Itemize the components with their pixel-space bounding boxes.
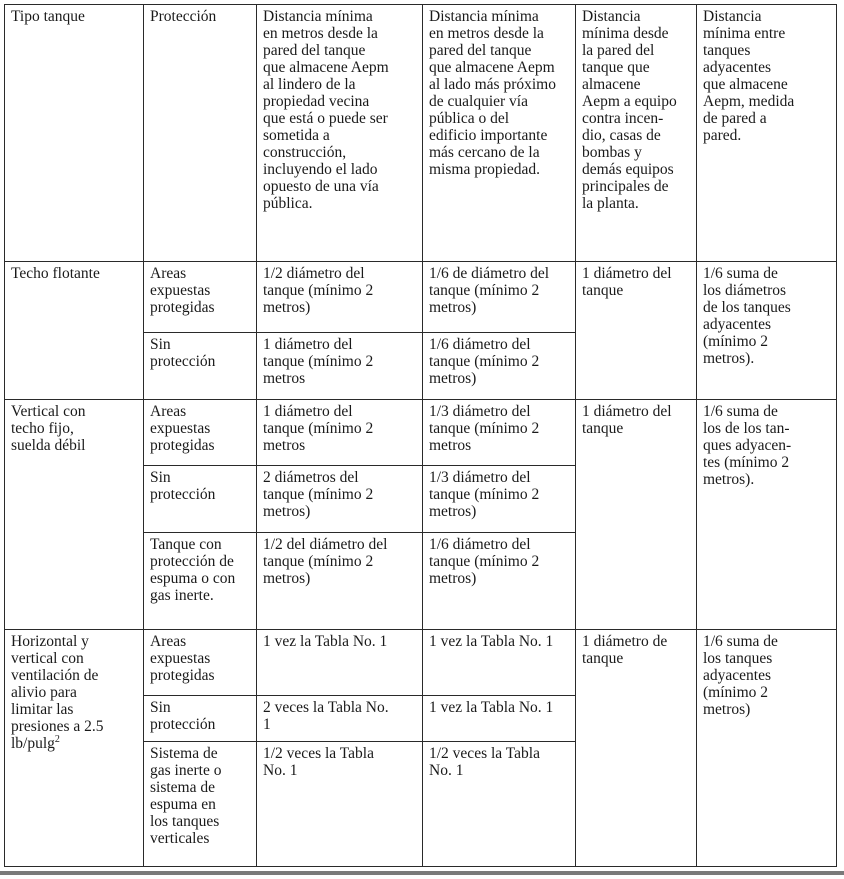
distance-lindero-cell: 1 diámetro del tanque (mínimo 2 metros — [257, 333, 423, 400]
distance-via-cell: 1/3 diámetro del tanque (mínimo 2 metros — [423, 400, 576, 466]
distance-lindero-cell: 2 veces la Tabla No. 1 — [257, 696, 423, 742]
distance-via-cell: 1/6 diámetro del tanque (mínimo 2 metros) — [423, 333, 576, 400]
distance-via-cell: 1/6 de diámetro del tanque (mínimo 2 metros) — [423, 262, 576, 333]
protection-cell: Areas expuestas protegidas — [144, 400, 257, 466]
distance-lindero-cell: 1/2 del diámetro del tanque (mínimo 2 metros) — [257, 533, 423, 630]
tank-type-superscript: 2 — [54, 733, 60, 745]
table-row — [5, 262, 837, 333]
header-distance-equipo: Distancia mínima desde la pared del tanque que almacene Aepm a equipo contra incen- dio, casas de bombas y demás equipos principales de la planta. — [576, 5, 697, 262]
table-row — [5, 630, 837, 696]
tank-type-text: Horizontal y vertical con ventilación de alivio para limitar las presiones a 2.5 lb/pulg — [11, 633, 104, 752]
distance-adyacentes-cell: 1/6 suma de los tanques adyacentes (mínimo 2 metros) — [697, 630, 837, 867]
header-tipo-tanque: Tipo tanque — [5, 5, 144, 262]
tank-type-cell — [5, 630, 144, 867]
distance-adyacentes-cell: 1/6 suma de los de los tan- ques adyacen- tes (mínimo 2 metros). — [697, 400, 837, 630]
distance-equipo-cell: 1 diámetro de tanque — [576, 630, 697, 867]
distance-lindero-cell: 1 vez la Tabla No. 1 — [257, 630, 423, 696]
table-row — [5, 400, 837, 466]
protection-cell: Sin protección — [144, 333, 257, 400]
protection-cell: Sistema de gas inerte o sistema de espuma en los tanques verticales — [144, 742, 257, 867]
header-distance-lindero: Distancia mínima en metros desde la pared del tanque que almacene Aepm al lindero de la propiedad vecina que está o puede ser sometida a construcción, incluyendo el lado opuesto de una vía pública. — [257, 5, 423, 262]
protection-cell: Sin protección — [144, 466, 257, 533]
protection-cell: Tanque con protección de espuma o con gas inerte. — [144, 533, 257, 630]
distance-lindero-cell: 1 diámetro del tanque (mínimo 2 metros — [257, 400, 423, 466]
distance-via-cell: 1/6 diámetro del tanque (mínimo 2 metros) — [423, 533, 576, 630]
protection-cell: Sin protección — [144, 696, 257, 742]
tank-type-cell: Techo flotante — [5, 262, 144, 400]
distance-via-cell: 1/3 diámetro del tanque (mínimo 2 metros) — [423, 466, 576, 533]
tank-type-cell: Vertical con techo fijo, suelda débil — [5, 400, 144, 630]
distance-via-cell: 1 vez la Tabla No. 1 — [423, 630, 576, 696]
distance-via-cell: 1 vez la Tabla No. 1 — [423, 696, 576, 742]
distance-adyacentes-cell: 1/6 suma de los diámetros de los tanques adyacentes (mínimo 2 metros). — [697, 262, 837, 400]
distance-equipo-cell: 1 diámetro del tanque — [576, 262, 697, 400]
header-row — [5, 5, 837, 262]
distance-lindero-cell: 2 diámetros del tanque (mínimo 2 metros) — [257, 466, 423, 533]
distance-lindero-cell: 1/2 veces la Tabla No. 1 — [257, 742, 423, 867]
tank-distance-table — [4, 4, 837, 867]
protection-cell: Areas expuestas protegidas — [144, 262, 257, 333]
header-distance-adyacentes: Distancia mínima entre tanques adyacentes que almacene Aepm, medida de pared a pared. — [697, 5, 837, 262]
header-distance-via-publica: Distancia mínima en metros desde la pared del tanque que almacene Aepm al lado más próximo de cualquier vía pública o del edificio importante más cercano de la misma propiedad. — [423, 5, 576, 262]
header-proteccion: Protección — [144, 5, 257, 262]
distance-via-cell: 1/2 veces la Tabla No. 1 — [423, 742, 576, 867]
bottom-rule — [0, 871, 844, 875]
distance-equipo-cell: 1 diámetro del tanque — [576, 400, 697, 630]
protection-cell: Areas expuestas protegidas — [144, 630, 257, 696]
distance-lindero-cell: 1/2 diámetro del tanque (mínimo 2 metros) — [257, 262, 423, 333]
